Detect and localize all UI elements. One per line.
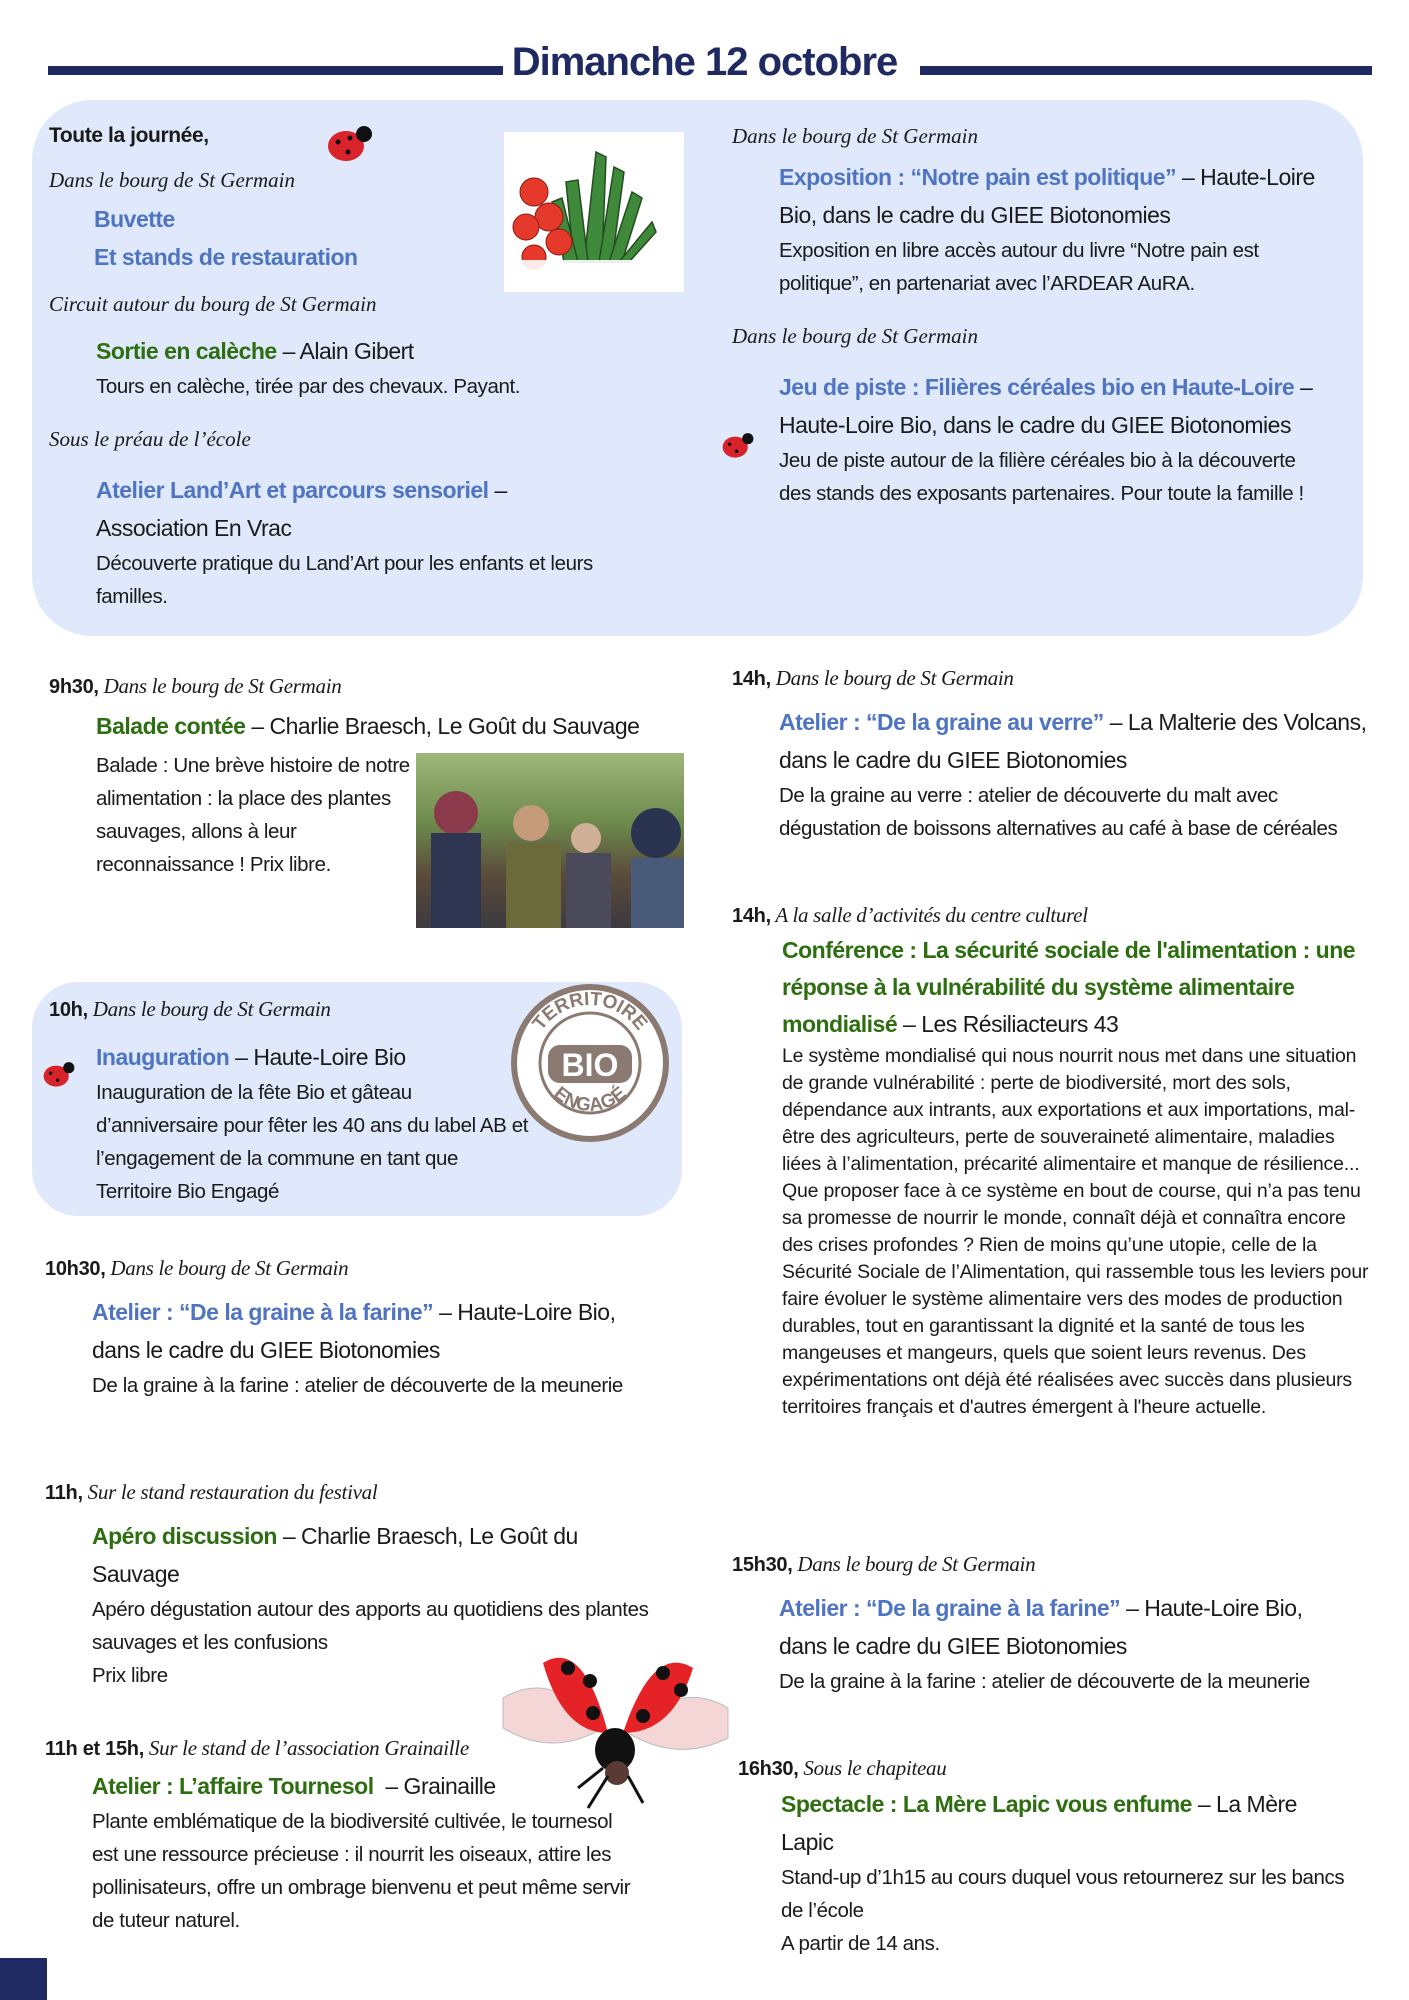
event-inauguration [49, 995, 549, 1208]
event-organizer: – Haute-Loire Bio, dans le cadre du GIEE Biotonomies [779, 1595, 1303, 1659]
event-description: Balade : Une brève histoire de notre alimentation : la place des plantes sauvages, allons à leur reconnaissance ! Prix libre. [96, 754, 410, 876]
location: Sous le préau de l’école [49, 427, 251, 451]
event-title: Atelier : “De la graine au verre” [779, 709, 1104, 735]
event-heading [45, 1767, 665, 1805]
event-time-location: 16h30, Sous le chapiteau [738, 1756, 947, 1780]
event-organizer: – La Malterie des Volcans, dans le cadre du GIEE Biotonomies [779, 709, 1367, 773]
event-time-location: 10h30, Dans le bourg de St Germain [45, 1256, 349, 1280]
event-title: Atelier : “De la graine à la farine” [92, 1299, 434, 1325]
event-organizer: – Haute-Loire Bio, dans le cadre du GIEE Biotonomies [779, 374, 1313, 438]
event-heading [732, 703, 1369, 779]
event-atelier-farine [45, 1254, 665, 1402]
event-heading [732, 158, 1324, 234]
event-heading [49, 471, 596, 547]
page-corner-marker [0, 1958, 47, 2000]
location: Dans le bourg de St Germain [732, 324, 978, 348]
event-organizer: – Haute-Loire Bio, dans le cadre du GIEE Biotonomies [92, 1299, 616, 1363]
ladybug-icon [320, 118, 380, 173]
allday-right [732, 122, 1332, 510]
event-title: Jeu de piste : Filières céréales bio en Haute-Loire [779, 374, 1295, 400]
event-price: Prix libre [92, 1664, 168, 1687]
event-tournesol [45, 1734, 665, 1937]
location: Dans le bourg de St Germain [732, 124, 978, 148]
event-title: Apéro discussion [92, 1523, 277, 1549]
event-title: Atelier : L’affaire Tournesol [92, 1773, 374, 1799]
balade-photo [416, 753, 684, 928]
event-heading [732, 368, 1324, 444]
event-description: Tours en calèche, tirée par des chevaux. Payant. [96, 375, 521, 398]
event-description: Jeu de piste autour de la filière céréales bio à la découverte des stands des exposants partenaires. Pour toute la famille ! [779, 449, 1304, 505]
svg-text:TERRITOIRE: TERRITOIRE [528, 988, 652, 1035]
event-time-location: 11h, Sur le stand restauration du festival [45, 1480, 378, 1504]
event-title: Atelier : “De la graine à la farine” [779, 1595, 1121, 1621]
territoire-bio-engage-logo [510, 983, 670, 1148]
event-description: Le système mondialisé qui nous nourrit nous met dans une situation de grande vulnérabilité : perte de biodiversité, mort des sols, dépendance aux intrants, aux exportations et aux importations, mal-être des agriculteurs, perte de souveraineté alimentaire, maladies liées à l’alimentation, précarité alimentaire et manque de résilience... Que proposer face à ce système en bout de course, qui n’a pas tenu sa promesse de nourrir le monde, connaît déjà et connaîtra encore des crises profondes ? Rien de moins qu’une utopie, celle de la Sécurité Sociale de l’Alimentation, qui rassemble tous les leviers pour faire évoluer le système alimentaire vers des modes de production durables, tout en garantissant la dignité et la santé de tous les mangeuses et mangeurs, quels que soient leurs revenus. Des expérimentations ont déjà été réalisées avec succès dans plusieurs territoires français et d'autres émergent à l'heure actuelle. [782, 1045, 1369, 1418]
event-organizer: – Alain Gibert [276, 338, 414, 364]
event-time-location: 14h, Dans le bourg de St Germain [732, 666, 1014, 690]
event-organizer: – La Mère Lapic [781, 1791, 1297, 1855]
event-title: Sortie en calèche [96, 338, 277, 364]
event-description: De la graine à la farine : atelier de découverte de la meunerie [92, 1374, 623, 1397]
ladybug-icon [717, 426, 759, 469]
event-title: Spectacle : La Mère Lapic vous enfume [781, 1791, 1192, 1817]
event-heading [49, 707, 666, 745]
event-heading [49, 1038, 549, 1076]
event-title: Conférence : La sécurité sociale de l'alimentation : une réponse à la vulnérabilité du système alimentaire mondialisé [782, 937, 1356, 1037]
event-description: Inauguration de la fête Bio et gâteau d’anniversaire pour fêter les 40 ans du label AB et l’engagement de la commune en tant que Territoire Bio Engagé [96, 1081, 529, 1203]
event-time-location: 9h30, Dans le bourg de St Germain [49, 674, 342, 698]
event-title: Inauguration [96, 1044, 230, 1070]
vegetables-illustration [504, 132, 684, 292]
event-apero [45, 1478, 665, 1692]
event-title: Exposition : “Notre pain est politique” [779, 164, 1177, 190]
event-atelier-verre [732, 664, 1372, 845]
svg-text:BIO: BIO [561, 1047, 619, 1083]
event-time-location: 14h, A la salle d’activités du centre culturel [732, 903, 1088, 927]
event-heading [49, 332, 609, 370]
event-conference [732, 901, 1377, 1421]
page-title: Dimanche 12 octobre [511, 40, 898, 84]
event-organizer: – Les Résiliacteurs 43 [897, 1011, 1119, 1037]
event-heading [738, 1785, 1311, 1861]
event-title: Balade contée [96, 713, 246, 739]
location: Dans le bourg de St Germain [49, 168, 295, 192]
event-organizer: – Association En Vrac [96, 477, 507, 541]
event-description: De la graine au verre : atelier de découverte du malt avec dégustation de boissons alternatives au café à base de céréales [779, 784, 1338, 840]
event-description: Exposition en libre accès autour du livre “Notre pain est politique”, en partenariat avec l’ARDEAR AuRA. [779, 239, 1259, 295]
buvette-title: Buvette [94, 206, 175, 232]
svg-text:ENGAGÉ: ENGAGÉ [549, 1082, 631, 1117]
event-description: Apéro dégustation autour des apports au quotidiens des plantes sauvages et les confusions [92, 1598, 649, 1654]
event-organizer: – Charlie Braesch, Le Goût du Sauvage [92, 1523, 578, 1587]
event-time-location: 10h, Dans le bourg de St Germain [49, 997, 331, 1021]
event-description: Stand-up d’1h15 au cours duquel vous retournerez sur les bancs de l’école [781, 1866, 1345, 1922]
event-organizer: – Haute-Loire Bio [229, 1044, 406, 1070]
event-organizer: – Charlie Braesch, Le Goût du Sauvage [245, 713, 640, 739]
event-heading [45, 1293, 652, 1369]
event-atelier-farine-2 [732, 1550, 1372, 1698]
location: Circuit autour du bourg de St Germain [49, 292, 377, 316]
event-description: Plante emblématique de la biodiversité cultivée, le tournesol est une ressource précieuse : il nourrit les oiseaux, attire les pollinisateurs, offre un ombrage bienvenu et peut même servir de tuteur naturel. [92, 1810, 631, 1932]
allday-label: Toute la journée, [49, 124, 209, 147]
event-organizer: – Haute-Loire Bio, dans le cadre du GIEE Biotonomies [779, 164, 1315, 228]
event-heading [732, 1589, 1349, 1665]
event-time-location: 11h et 15h, Sur le stand de l’association Grainaille [45, 1736, 469, 1760]
event-heading [732, 932, 1377, 1043]
event-title: Atelier Land’Art et parcours sensoriel [96, 477, 489, 503]
event-heading [45, 1517, 622, 1593]
event-age: A partir de 14 ans. [781, 1932, 940, 1955]
event-spectacle [738, 1754, 1378, 1960]
event-description: Découverte pratique du Land’Art pour les enfants et leurs familles. [96, 552, 593, 608]
stands-title: Et stands de restauration [94, 244, 358, 270]
event-description: De la graine à la farine : atelier de découverte de la meunerie [779, 1670, 1310, 1693]
event-time-location: 15h30, Dans le bourg de St Germain [732, 1552, 1036, 1576]
event-organizer: – Grainaille [373, 1773, 496, 1799]
